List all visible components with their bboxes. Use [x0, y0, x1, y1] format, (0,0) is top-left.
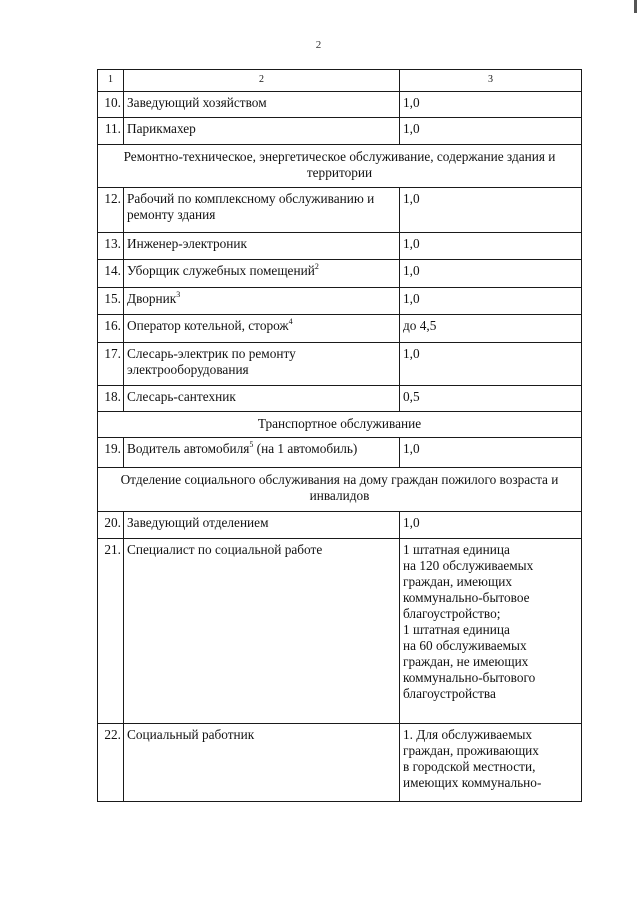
position-name-cell — [124, 438, 400, 468]
position-name-cell — [124, 233, 400, 260]
row-number: 11. — [98, 118, 124, 145]
footnote-ref: 5 — [249, 439, 254, 449]
position-name: Инженер-электроник — [127, 236, 247, 251]
staff-units-value: 1,0 — [400, 118, 582, 145]
position-name: Парикмахер — [127, 121, 196, 136]
staff-units-value: 0,5 — [400, 386, 582, 412]
table-row — [98, 92, 582, 118]
staff-units-value: 1,0 — [400, 188, 582, 233]
staff-units-value: 1,0 — [400, 438, 582, 468]
row-number: 14. — [98, 260, 124, 288]
position-name-cell — [124, 512, 400, 539]
row-number: 18. — [98, 386, 124, 412]
row-number: 20. — [98, 512, 124, 539]
staff-units-value: 1,0 — [400, 233, 582, 260]
table-row — [98, 386, 582, 412]
footnote-ref: 3 — [176, 289, 181, 299]
table-row — [98, 343, 582, 386]
row-number: 21. — [98, 539, 124, 724]
table-row — [98, 438, 582, 468]
table-row — [98, 512, 582, 539]
position-name-cell — [124, 386, 400, 412]
staff-units-value: 1,0 — [400, 92, 582, 118]
staffing-table-body — [98, 70, 582, 802]
position-name: Дворник — [127, 291, 177, 306]
staff-units-value: 1,0 — [400, 512, 582, 539]
position-name: Слесарь-сантехник — [127, 389, 236, 404]
position-name-cell — [124, 288, 400, 315]
row-number: 12. — [98, 188, 124, 233]
table-row — [98, 288, 582, 315]
staff-units-value: 1,0 — [400, 343, 582, 386]
staff-units-value: 1. Для обслуживаемых граждан, проживающих в городской местности, имеющих коммунально- — [400, 724, 582, 802]
position-name: Водитель автомобиля — [127, 441, 250, 456]
staff-units-value: до 4,5 — [400, 315, 582, 343]
position-name: Специалист по социальной работе — [127, 542, 323, 557]
position-name-cell — [124, 260, 400, 288]
position-name-cell — [124, 188, 400, 233]
staff-units-value: 1,0 — [400, 288, 582, 315]
row-number: 13. — [98, 233, 124, 260]
staffing-table — [97, 69, 582, 802]
staff-units-value: 1 штатная единица на 120 обслуживаемых граждан, имеющих коммунально-бытовое благоустройство; 1 штатная единица на 60 обслуживаемых граждан, не имеющих коммунально-бытового благоустройства — [400, 539, 582, 724]
position-name: Заведующий хозяйством — [127, 95, 267, 110]
page-number: 2 — [315, 39, 322, 51]
staff-units-value: 1,0 — [400, 260, 582, 288]
section-row — [98, 145, 582, 188]
position-name-cell — [124, 92, 400, 118]
row-number: 22. — [98, 724, 124, 802]
position-name-suffix: (на 1 автомобиль) — [253, 441, 358, 456]
table-row — [98, 233, 582, 260]
table-row — [98, 188, 582, 233]
section-title: Ремонтно-техническое, энергетическое обслуживание, содержание здания и территории — [98, 145, 582, 188]
table-row — [98, 539, 582, 724]
position-name-cell — [124, 539, 400, 724]
section-row — [98, 412, 582, 438]
header-col-3: 3 — [400, 70, 582, 92]
position-name-cell — [124, 118, 400, 145]
table-row — [98, 260, 582, 288]
position-name: Слесарь-электрик по ремонту электрооборудования — [127, 346, 296, 377]
section-row — [98, 468, 582, 512]
section-title: Отделение социального обслуживания на дому граждан пожилого возраста и инвалидов — [98, 468, 582, 512]
position-name: Рабочий по комплексному обслуживанию и ремонту здания — [127, 191, 375, 222]
table-row — [98, 118, 582, 145]
row-number: 16. — [98, 315, 124, 343]
header-col-1: 1 — [98, 70, 124, 92]
footnote-ref: 4 — [288, 316, 293, 326]
position-name-cell — [124, 315, 400, 343]
footnote-ref: 2 — [314, 261, 319, 271]
row-number: 19. — [98, 438, 124, 468]
position-name-cell — [124, 724, 400, 802]
position-name: Оператор котельной, сторож — [127, 318, 289, 333]
section-title: Транспортное обслуживание — [98, 412, 582, 438]
position-name: Заведующий отделением — [127, 515, 269, 530]
row-number: 17. — [98, 343, 124, 386]
position-name-cell — [124, 343, 400, 386]
row-number: 10. — [98, 92, 124, 118]
position-name: Социальный работник — [127, 727, 255, 742]
position-name: Уборщик служебных помещений — [127, 263, 315, 278]
table-row — [98, 315, 582, 343]
table-row — [98, 724, 582, 802]
row-number: 15. — [98, 288, 124, 315]
header-col-2: 2 — [124, 70, 400, 92]
table-header-row — [98, 70, 582, 92]
